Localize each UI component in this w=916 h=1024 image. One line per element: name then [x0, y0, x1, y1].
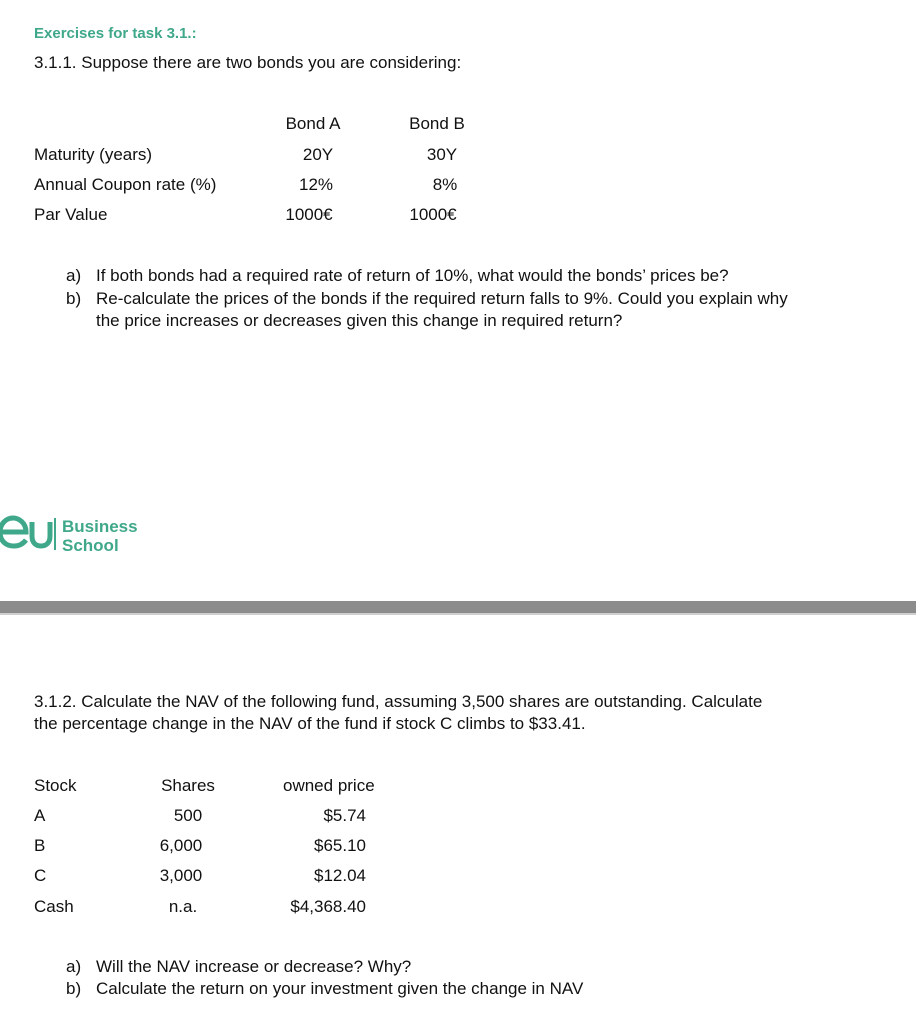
bond-row-label: Par Value [34, 205, 108, 224]
stock-cell: B [34, 836, 46, 855]
logo-text-school: School [62, 536, 119, 555]
shares-cell: 6,000 [159, 836, 203, 855]
logo-text-business: Business [62, 517, 138, 536]
list-marker: b) [66, 979, 82, 998]
bond-a-header: Bond A [285, 114, 341, 133]
shares-header: Shares [161, 776, 215, 795]
page-divider [0, 601, 916, 613]
price-cell: $5.74 [323, 806, 366, 825]
list-item-text: Re-calculate the prices of the bonds if the required return falls to 9%. Could you explain why [96, 289, 788, 308]
page-divider-shadow [0, 613, 916, 615]
list-item-text: Calculate the return on your investment given the change in NAV [96, 979, 584, 998]
bond-row-label: Maturity (years) [34, 145, 153, 164]
stock-header: Stock [34, 776, 77, 795]
list-item-text: the price increases or decreases given this change in required return? [96, 311, 623, 330]
bond-b-value: 1000€ [409, 205, 457, 224]
bond-b-value: 30Y [426, 145, 458, 164]
price-header: owned price [283, 776, 375, 795]
price-cell: $12.04 [314, 866, 366, 885]
stock-cell: C [34, 866, 47, 885]
shares-cell: 3,000 [159, 866, 203, 885]
bond-a-value: 12% [298, 175, 334, 194]
bond-row-label: Annual Coupon rate (%) [34, 175, 217, 194]
bond-a-value: 1000€ [285, 205, 333, 224]
list-item-text: Will the NAV increase or decrease? Why? [96, 957, 412, 976]
exercises-heading: Exercises for task 3.1.: [34, 25, 197, 42]
shares-cell: n.a. [168, 897, 198, 916]
question-3-1-1-intro: 3.1.1. Suppose there are two bonds you are considering: [34, 53, 462, 72]
stock-cell: Cash [34, 897, 74, 916]
list-marker: a) [66, 266, 82, 285]
question-3-1-2-line: the percentage change in the NAV of the fund if stock C climbs to $33.41. [34, 714, 586, 733]
list-marker: a) [66, 957, 82, 976]
shares-cell: 500 [173, 806, 203, 825]
list-item-text: If both bonds had a required rate of return of 10%, what would the bonds’ prices be? [96, 266, 729, 285]
question-3-1-2-line: 3.1.2. Calculate the NAV of the following fund, assuming 3,500 shares are outstanding. Calculate [34, 692, 763, 711]
stock-cell: A [34, 806, 46, 825]
eu-logo-icon [0, 514, 56, 554]
bond-b-header: Bond B [409, 114, 465, 133]
list-marker: b) [66, 289, 82, 308]
bond-b-value: 8% [432, 175, 458, 194]
bond-a-value: 20Y [302, 145, 334, 164]
price-cell: $4,368.40 [290, 897, 366, 916]
price-cell: $65.10 [314, 836, 366, 855]
